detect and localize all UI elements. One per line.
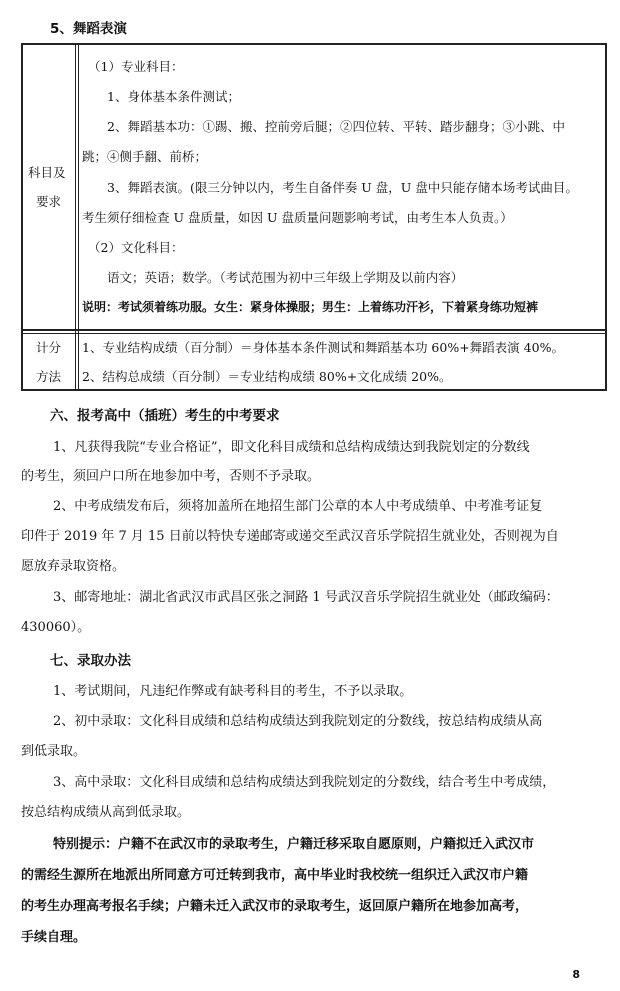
- row1-line-2: 2、舞蹈基本功：①踢、搬、控前旁后腿；②四位转、平转、踏步翻身；③小跳、中: [107, 119, 565, 134]
- row1-label-1: 科目及: [28, 165, 66, 180]
- row1-line-3: 跳；④侧手翻、前桥；: [82, 149, 208, 164]
- row2-line-1: 2、结构总成绩（百分制）＝专业结构成绩 80%+文化成绩 20%。: [82, 369, 452, 384]
- s6-p3-line-1: 430060）。: [21, 620, 91, 635]
- row1-line-1: 1、身体基本条件测试；: [107, 89, 240, 104]
- row1-line-5: 考生须仔细检查 U 盘质量，如因 U 盘质量问题影响考试，由考生本人负责。）: [82, 210, 513, 225]
- section-5-title: 5、舞蹈表演: [50, 21, 127, 37]
- row2-label-1: 计分: [36, 340, 62, 355]
- s7-p2-line-0: 2、初中录取：文化科目成绩和总结构成绩达到我院划定的分数线，按总结构成绩从高: [53, 714, 543, 729]
- s7-p3-line-0: 3、高中录取：文化科目成绩和总结构成绩达到我院划定的分数线，结合考生中考成绩，: [53, 775, 556, 790]
- table-divider: [75, 43, 76, 391]
- s7-p3-line-1: 按总结构成绩从高到低录取。: [21, 805, 191, 820]
- row1-line-7: 语文；英语；数学。（考试范围为初中三年级上学期及以前内容）: [107, 270, 464, 285]
- row1-note: 说明：考试须着练功服。女生：紧身体操服；男生：上着练功汗衫，下着紧身练功短裤: [82, 300, 539, 314]
- table-row-divider-inner: [21, 333, 607, 334]
- row1-line-0: （1）专业科目：: [88, 59, 184, 74]
- table-row-divider: [21, 329, 607, 331]
- page-number: 8: [572, 968, 580, 981]
- s7-p1-line-0: 1、考试期间，凡违纪作弊或有缺考科目的考生，不予以录取。: [53, 684, 413, 699]
- row2-line-0: 1、专业结构成绩（百分制）＝身体基本条件测试和舞蹈基本功 60%+舞蹈表演 40%。: [82, 340, 564, 355]
- section-6-title: 六、报考高中（插班）考生的中考要求: [50, 408, 280, 424]
- notice-line-2: 的考生办理高考报名手续；户籍未迁入武汉市的录取考生，返回原户籍所在地参加高考，: [21, 899, 529, 914]
- s6-p3-line-0: 3、邮寄地址：湖北省武汉市武昌区张之洞路 1 号武汉音乐学院招生就业处（邮政编码：: [53, 590, 559, 605]
- s7-p2-line-1: 到低录取。: [21, 744, 87, 759]
- table-divider-inner: [78, 43, 79, 391]
- row1-label-2: 要求: [36, 194, 62, 209]
- notice-line-1: 的需经生源所在地派出所同意方可迁转到我市，高中毕业时我校统一组织迁入武汉市户籍: [21, 868, 529, 883]
- s6-p2-line-0: 2、中考成绩发布后，须将加盖所在地招生部门公章的本人中考成绩单、中考准考证复: [53, 499, 543, 514]
- s6-p2-line-1: 印件于 2019 年 7 月 15 日前以特快专递邮寄或递交至武汉音乐学院招生就业处，否则视为自: [21, 529, 559, 544]
- notice-line-0: 特别提示：户籍不在武汉市的录取考生，户籍迁移采取自愿原则，户籍拟迁入武汉市: [53, 837, 535, 852]
- section-7-title: 七、录取办法: [50, 653, 131, 669]
- row1-line-4: 3、舞蹈表演。(限三分钟以内，考生自备伴奏 U 盘，U 盘中只能存储本场考试曲目。: [107, 180, 578, 195]
- row2-label-2: 方法: [36, 369, 62, 384]
- s6-p1-line-1: 的考生，须回户口所在地参加中考，否则不予录取。: [21, 469, 321, 484]
- s6-p2-line-2: 愿放弃录取资格。: [21, 559, 126, 574]
- notice-line-3: 手续自理。: [21, 930, 87, 945]
- row1-line-6: （2）文化科目：: [88, 240, 184, 255]
- s6-p1-line-0: 1、凡获得我院“专业合格证”，即文化科目成绩和总结构成绩达到我院划定的分数线: [53, 440, 530, 455]
